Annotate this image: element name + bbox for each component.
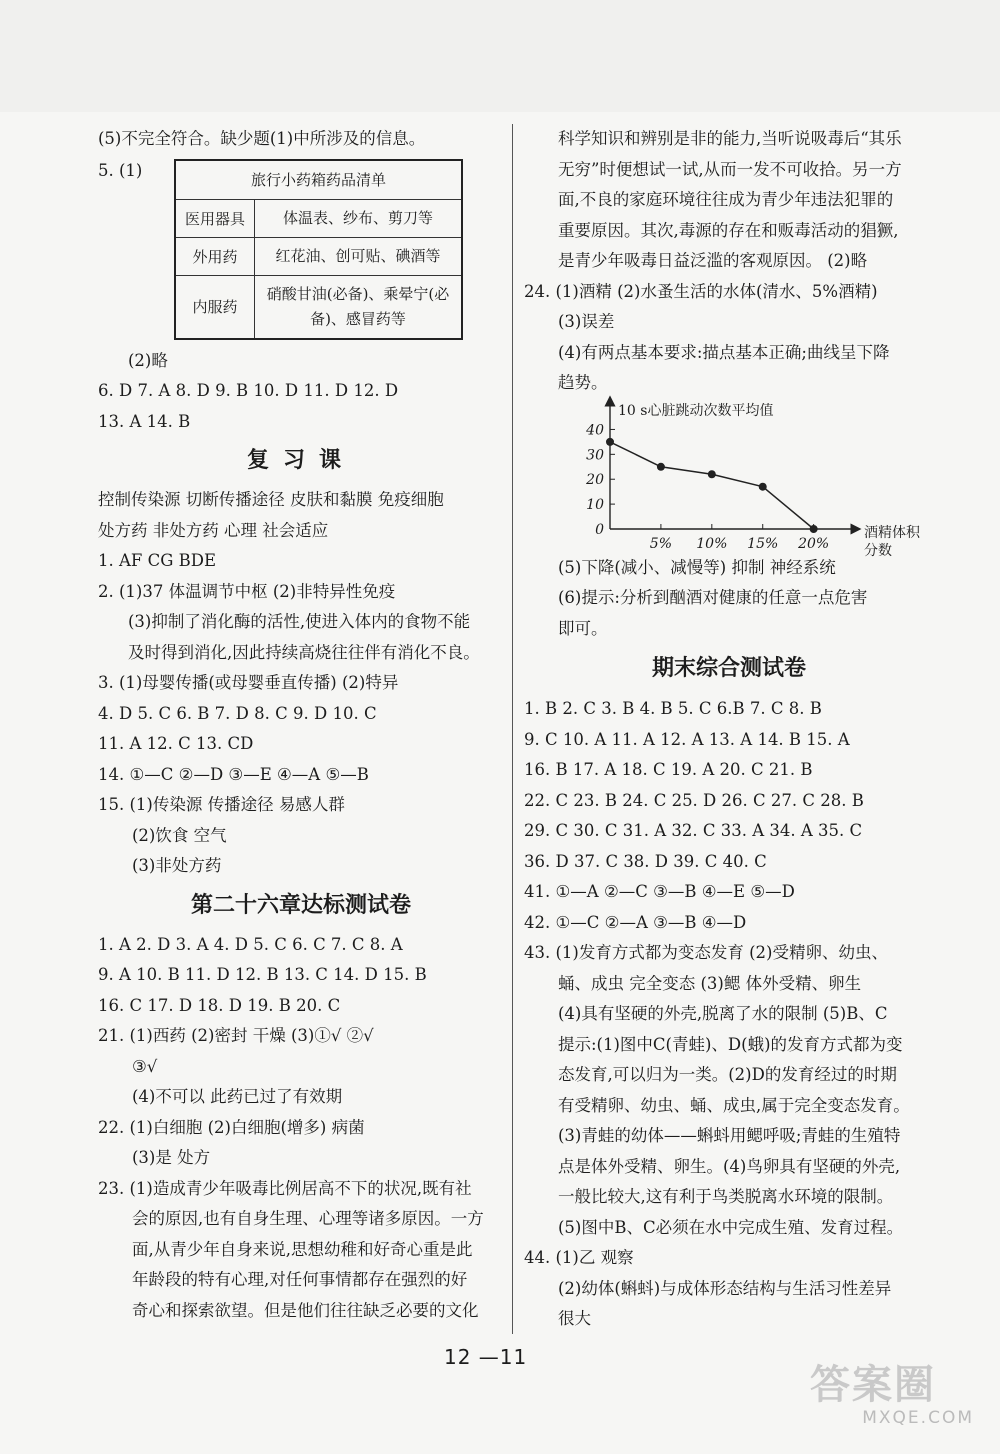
answer-line: 16. C 17. D 18. D 19. B 20. C	[98, 995, 341, 1015]
table-cell-category: 内服药	[175, 275, 255, 339]
answer-line: 21. (1)西药 (2)密封 干燥 (3)①√ ②√	[98, 1026, 374, 1045]
table-row	[175, 199, 462, 237]
text-line: ③√	[132, 1056, 158, 1076]
text-line: 面,从青少年自身来说,思想幼稚和好奇心重是此	[132, 1239, 473, 1259]
x-tick-label: 5%	[649, 535, 673, 552]
table-cell-category: 医用器具	[175, 199, 255, 237]
data-point	[810, 525, 818, 533]
text-line: (2)略	[128, 350, 168, 370]
table-row	[175, 275, 462, 339]
answer-line: 22. C 23. B 24. C 25. D 26. C 27. C 28. B	[524, 790, 864, 810]
heart-rate-chart	[524, 401, 934, 559]
answer-line: 4. D 5. C 6. B 7. D 8. C 9. D 10. C	[98, 703, 377, 723]
y-tick-label: 10	[586, 496, 604, 513]
answer-line: 6. D 7. A 8. D 9. B 10. D 11. D 12. D	[98, 381, 399, 400]
medicine-kit-table	[174, 159, 463, 340]
answer-line: 1. B 2. C 3. B 4. B 5. C 6.B 7. C 8. B	[524, 699, 822, 718]
text-line: 态发育,可以归为一类。(2)D的发育经过的时期	[558, 1065, 897, 1084]
text-line: (5)图中B、C必须在水中完成生殖、发育过程。	[558, 1217, 904, 1237]
text-line: (4)不可以 此药已过了有效期	[132, 1087, 343, 1106]
text-line: 趋势。	[558, 373, 608, 392]
text-line: 提示:(1)图中C(青蛙)、D(蛾)的发育方式都为变	[558, 1034, 903, 1054]
text-line: 奇心和探索欲望。但是他们往往缺乏必要的文化	[132, 1300, 479, 1320]
table-cell-items: 硝酸甘油(必备)、乘晕宁(必备)、感冒药等	[255, 275, 463, 339]
text-line: (3)抑制了消化酶的活性,使进入体内的食物不能	[128, 612, 471, 631]
text-line: (2)饮食 空气	[132, 825, 227, 845]
answer-line: 14. ①—C ②—D ③—E ④—A ⑤—B	[98, 764, 369, 784]
text-line: (3)青蛙的幼体——蝌蚪用鳃呼吸;青蛙的生殖特	[558, 1126, 901, 1145]
data-point	[759, 482, 767, 490]
answer-line: 1. AF CG BDE	[98, 551, 217, 570]
answer-line: 2. (1)37 体温调节中枢 (2)非特异性免疫	[98, 581, 396, 601]
y-tick-label: 20	[586, 471, 604, 488]
answer-line: 43. (1)发育方式都为变态发育 (2)受精卵、幼虫、	[524, 943, 888, 962]
y-tick-label: 30	[586, 446, 604, 463]
section-heading-final-exam: 期末综合测试卷	[651, 656, 806, 681]
watermark-brand: 答案圈	[810, 1362, 936, 1408]
answer-line: 44. (1)乙 观察	[524, 1248, 634, 1267]
chart-svg	[524, 401, 934, 559]
text-line: (4)具有坚硬的外壳,脱离了水的限制 (5)B、C	[558, 1004, 888, 1023]
page-top-margin	[0, 0, 1000, 112]
x-tick-label: 0	[595, 521, 604, 538]
data-point	[606, 437, 614, 445]
text-line: (2)幼体(蝌蚪)与成体形态结构与生活习性差异	[558, 1278, 892, 1298]
text-line: 处方药 非处方药 心理 社会适应	[98, 520, 329, 540]
text-line: 面,不良的家庭环境往往成为青少年违法犯罪的	[558, 190, 894, 209]
text-line: 一般比较大,这有利于鸟类脱离水环境的限制。	[558, 1187, 894, 1206]
text-line: 有受精卵、幼虫、蛹、成虫,属于完全变态发育。	[558, 1095, 910, 1115]
text-line: 很大	[558, 1309, 591, 1328]
text-line: (3)误差	[558, 312, 615, 331]
answer-line: 22. (1)白细胞 (2)白细胞(增多) 病菌	[98, 1117, 365, 1137]
x-axis-label: 分数	[864, 542, 892, 559]
x-tick-label: 10%	[696, 535, 728, 552]
answer-line: 24. (1)酒精 (2)水蚤生活的水体(清水、5%酒精)	[524, 281, 878, 301]
answer-line: 13. A 14. B	[98, 411, 191, 431]
series-line	[610, 441, 814, 528]
page-number: 12 —11	[444, 1345, 528, 1369]
question-number: 5. (1)	[98, 160, 143, 180]
table-cell-items: 红花油、创可贴、碘酒等	[255, 237, 463, 275]
text-line: 年龄段的特有心理,对任何事情都存在强烈的好	[132, 1270, 468, 1289]
text-line: (5)下降(减小、减慢等) 抑制 神经系统	[558, 557, 836, 577]
table-cell-category: 外用药	[175, 237, 255, 275]
text-line: (3)非处方药	[132, 856, 222, 875]
answer-line: 15. (1)传染源 传播途径 易感人群	[98, 795, 345, 814]
answer-line: 11. A 12. C 13. CD	[98, 734, 254, 753]
answer-line: 41. ①—A ②—C ③—B ④—E ⑤—D	[524, 882, 795, 901]
watermark	[810, 1362, 980, 1440]
right-column	[524, 124, 934, 1335]
text-line: 点是体外受精、卵生。(4)鸟卵具有坚硬的外壳,	[558, 1156, 901, 1176]
table-cell-items: 体温表、纱布、剪刀等	[255, 199, 463, 237]
answer-line: 3. (1)母婴传播(或母婴垂直传播) (2)特异	[98, 673, 399, 692]
left-column	[98, 124, 504, 1326]
x-tick-label: 20%	[798, 535, 830, 552]
text-line: (3)是 处方	[132, 1148, 211, 1167]
answer-line: 36. D 37. C 38. D 39. C 40. C	[524, 851, 767, 871]
answer-line: 16. B 17. A 18. C 19. A 20. C 21. B	[524, 760, 813, 779]
answer-line: 9. C 10. A 11. A 12. A 13. A 14. B 15. A	[524, 729, 850, 749]
table-title: 旅行小药箱药品清单	[175, 160, 462, 200]
text-line: 控制传染源 切断传播途径 皮肤和黏膜 免疫细胞	[98, 490, 444, 509]
y-tick-label: 40	[586, 421, 604, 438]
section-heading-chapter26: 第二十六章达标测试卷	[190, 892, 411, 918]
x-axis-label: 酒精体积	[864, 524, 920, 541]
x-tick-label: 15%	[747, 535, 779, 552]
chart-title: 10 s心脏跳动次数平均值	[618, 402, 774, 419]
answer-line: 9. A 10. B 11. D 12. B 13. C 14. D 15. B	[98, 965, 427, 984]
data-point	[708, 470, 716, 478]
data-point	[657, 462, 665, 470]
text-line: 重要原因。其次,毒源的存在和贩毒活动的猖獗,	[558, 220, 899, 240]
text-line: 会的原因,也有自身生理、心理等诸多原因。一方	[132, 1209, 484, 1228]
section-heading-review: 复习课	[246, 448, 355, 473]
answer-line: 23. (1)造成青少年吸毒比例居高不下的状况,既有社	[98, 1178, 472, 1198]
text-line: 及时得到消化,因此持续高烧往往伴有消化不良。	[128, 642, 480, 662]
answer-line: 42. ①—C ②—A ③—B ④—D	[524, 912, 747, 932]
text-line: (4)有两点基本要求:描点基本正确;曲线呈下降	[558, 342, 890, 362]
table-row	[175, 237, 462, 275]
text-line: 是青少年吸毒日益泛滥的客观原因。 (2)略	[558, 251, 868, 270]
text-line: 即可。	[558, 618, 608, 638]
question-5-table-block	[98, 159, 504, 340]
text-line: (6)提示:分析到酗酒对健康的任意一点危害	[558, 588, 868, 607]
text-line: 科学知识和辨别是非的能力,当听说吸毒后“其乐	[558, 129, 902, 148]
text-line: 无穷”时便想试一试,从而一发不可收拾。另一方	[558, 159, 902, 179]
answer-line: 1. A 2. D 3. A 4. D 5. C 6. C 7. C 8. A	[98, 934, 403, 954]
answer-line: 29. C 30. C 31. A 32. C 33. A 34. A 35. C	[524, 821, 863, 840]
text-line: (5)不完全符合。缺少题(1)中所涉及的信息。	[98, 129, 426, 148]
watermark-url: MXQE.COM	[862, 1408, 974, 1428]
text-line: 蛹、成虫 完全变态 (3)鳃 体外受精、卵生	[558, 973, 862, 993]
column-divider	[512, 124, 513, 1334]
